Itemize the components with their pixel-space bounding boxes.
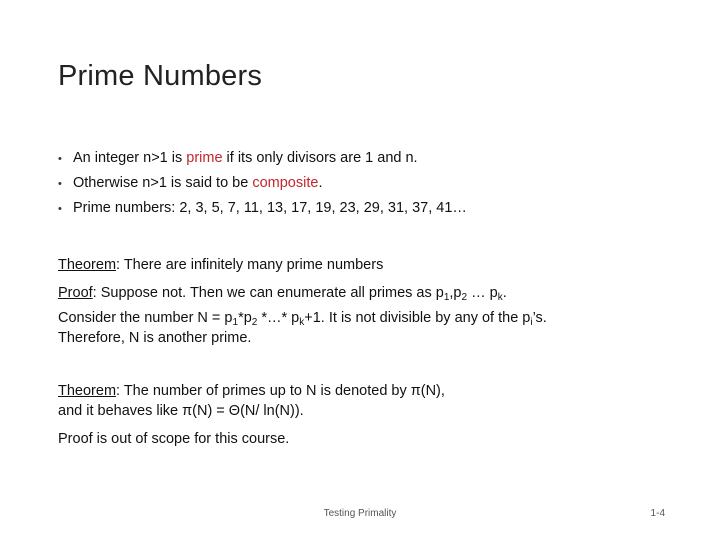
- bullet-text: .: [318, 175, 323, 191]
- bullet-text: An integer n>1 is: [73, 150, 187, 166]
- scope-note: [58, 429, 688, 449]
- subscript: 2: [251, 317, 258, 328]
- slide-title: Prime Numbers: [58, 60, 263, 92]
- bullet-text: Prime numbers: 2, 3, 5, 7, 11, 13, 17, 19, 23, 29, 31, 37, 41…: [73, 200, 467, 216]
- bullet-item-composite-definition: [58, 172, 678, 197]
- proof-line-1: [58, 283, 688, 308]
- bullet-marker: •: [58, 203, 62, 215]
- theorem-line-1: [58, 381, 688, 401]
- highlight-term-composite: composite: [252, 175, 319, 191]
- proof-line-2: [58, 308, 688, 328]
- subscript: i: [530, 317, 533, 328]
- subscript: 1: [232, 317, 239, 328]
- bullet-list: [58, 147, 678, 222]
- proof-text: *…* p: [257, 310, 300, 326]
- highlight-term-prime: prime: [186, 150, 223, 166]
- theorem-text: : There are infinitely many prime numbers: [116, 257, 384, 273]
- theorem-label: Theorem: [58, 257, 117, 273]
- bullet-marker: •: [58, 153, 62, 165]
- proof-text: +1. It is not divisible by any of the p: [304, 310, 531, 326]
- bullet-text: if its only divisors are 1 and n.: [222, 150, 418, 166]
- proof-text: .: [502, 285, 507, 301]
- page-number: 1-4: [650, 508, 665, 519]
- subscript: 2: [461, 292, 468, 303]
- proof-text: *p: [238, 310, 252, 326]
- proof-text: … p: [467, 285, 498, 301]
- subscript: k: [497, 292, 503, 303]
- proof-text: : Suppose not. Then we can enumerate all primes as p: [92, 285, 444, 301]
- bullet-item-prime-list: [58, 197, 678, 222]
- theorem-infinite-primes: [58, 255, 688, 275]
- proof-text: ,p: [449, 285, 462, 301]
- theorem-text: : The number of primes up to N is denoted by π(N),: [116, 383, 445, 399]
- scope-note-text: Proof is out of scope for this course.: [58, 431, 290, 447]
- bullet-text: Otherwise n>1 is said to be: [73, 175, 253, 191]
- theorem-line: [58, 255, 688, 275]
- subscript: 1: [443, 292, 450, 303]
- footer-title: Testing Primality: [323, 508, 397, 519]
- theorem-label: Theorem: [58, 383, 117, 399]
- theorem-prime-counting: [58, 381, 688, 421]
- proof-line-3: Therefore, N is another prime.: [58, 330, 252, 346]
- bullet-item-prime-definition: [58, 147, 678, 172]
- proof-text: ’s.: [532, 310, 547, 326]
- proof-block: [58, 283, 688, 348]
- theorem-line-2: and it behaves like π(N) = Θ(N/ ln(N)).: [58, 403, 304, 419]
- subscript: k: [299, 317, 305, 328]
- proof-text: Consider the number N = p: [58, 310, 233, 326]
- proof-label: Proof: [58, 285, 93, 301]
- bullet-marker: •: [58, 178, 62, 190]
